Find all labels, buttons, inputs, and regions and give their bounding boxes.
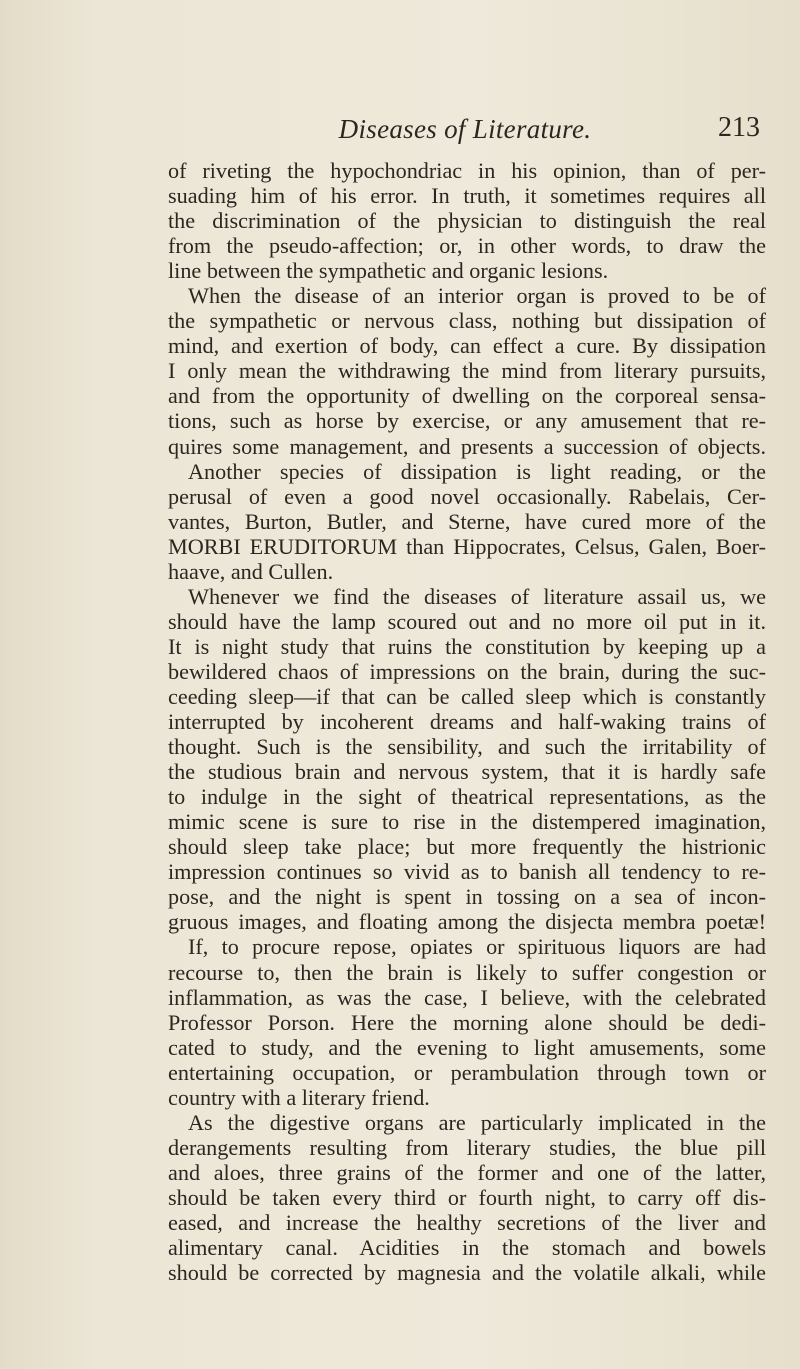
text-line: cated to study, and the evening to light amusements, some [168, 1034, 766, 1060]
text-line: of riveting the hypochondriac in his opinion, than of per- [168, 158, 766, 183]
text-line: to indulge in the sight of theatrical representations, as the [168, 784, 766, 810]
text-line: mind, and exertion of body, can effect a cure. By dissipation [168, 333, 766, 359]
text-line: mimic scene is sure to rise in the distempered imagination, [168, 809, 766, 835]
page-header [170, 110, 760, 150]
text-line: the discrimination of the physician to distinguish the real [168, 208, 766, 234]
text-line: Whenever we find the diseases of literature assail us, we [188, 583, 766, 609]
text-line: quires some management, and presents a succession of objects. [168, 433, 766, 459]
text-line: line between the sympathetic and organic lesions. [168, 258, 609, 284]
text-line: alimentary canal. Acidities in the stomach and bowels [168, 1235, 766, 1261]
text-line: haave, and Cullen. [168, 558, 334, 584]
text-line: suading him of his error. In truth, it sometimes requires all [168, 183, 766, 209]
text-line: perusal of even a good novel occasionally. Rabelais, Cer- [168, 483, 766, 509]
text-line: When the disease of an interior organ is proved to be of [188, 283, 766, 309]
text-line: Professor Porson. Here the morning alone should be dedi- [168, 1009, 766, 1035]
text-line: Another species of dissipation is light reading, or the [188, 458, 766, 484]
text-line: impression continues so vivid as to banish all tendency to re- [168, 859, 766, 885]
text-line: and aloes, three grains of the former and one of the latter, [168, 1159, 766, 1185]
text-line: vantes, Burton, Butler, and Sterne, have cured more of the [168, 508, 766, 534]
text-line: pose, and the night is spent in tossing on a sea of incon- [168, 884, 766, 910]
text-line: recourse to, then the brain is likely to suffer congestion or [168, 959, 766, 985]
text-line: gruous images, and floating among the disjecta membra poetæ! [168, 909, 766, 935]
text-line: bewildered chaos of impressions on the brain, during the suc- [168, 658, 766, 684]
text-line: As the digestive organs are particularly implicated in the [188, 1109, 766, 1135]
text-line: tions, such as horse by exercise, or any amusement that re- [168, 408, 766, 434]
text-line: derangements resulting from literary studies, the blue pill [168, 1134, 766, 1160]
text-line: thought. Such is the sensibility, and such the irritability of [168, 734, 766, 760]
text-line: MORBI ERUDITORUM than Hippocrates, Celsus, Galen, Boer- [168, 533, 766, 559]
text-line: should sleep take place; but more frequently the histrionic [168, 834, 766, 860]
text-line: from the pseudo-affection; or, in other words, to draw the [168, 233, 766, 259]
text-line: entertaining occupation, or perambulation through town or [168, 1059, 766, 1085]
text-line: eased, and increase the healthy secretions of the liver and [168, 1209, 766, 1235]
body-text [168, 158, 766, 1285]
text-line: country with a literary friend. [168, 1084, 430, 1110]
text-line: inflammation, as was the case, I believe, with the celebrated [168, 984, 766, 1010]
text-line: I only mean the withdrawing the mind from literary pursuits, [168, 358, 766, 384]
text-line: ceeding sleep—if that can be called sleep which is constantly [168, 683, 766, 709]
text-line: interrupted by incoherent dreams and half-waking trains of [168, 709, 766, 735]
running-title: Diseases of Literature. [338, 114, 592, 144]
page-number: 213 [718, 112, 760, 143]
text-line: should be taken every third or fourth night, to carry off dis- [168, 1184, 766, 1210]
text-line: and from the opportunity of dwelling on the corporeal sensa- [168, 383, 766, 409]
text-line: the studious brain and nervous system, that it is hardly safe [168, 759, 766, 785]
text-line: should be corrected by magnesia and the volatile alkali, while [168, 1260, 766, 1286]
text-line: the sympathetic or nervous class, nothing but dissipation of [168, 308, 766, 334]
text-line: should have the lamp scoured out and no more oil put in it. [168, 608, 766, 634]
text-line: It is night study that ruins the constitution by keeping up a [168, 633, 766, 659]
text-line: If, to procure repose, opiates or spirituous liquors are had [188, 934, 766, 960]
